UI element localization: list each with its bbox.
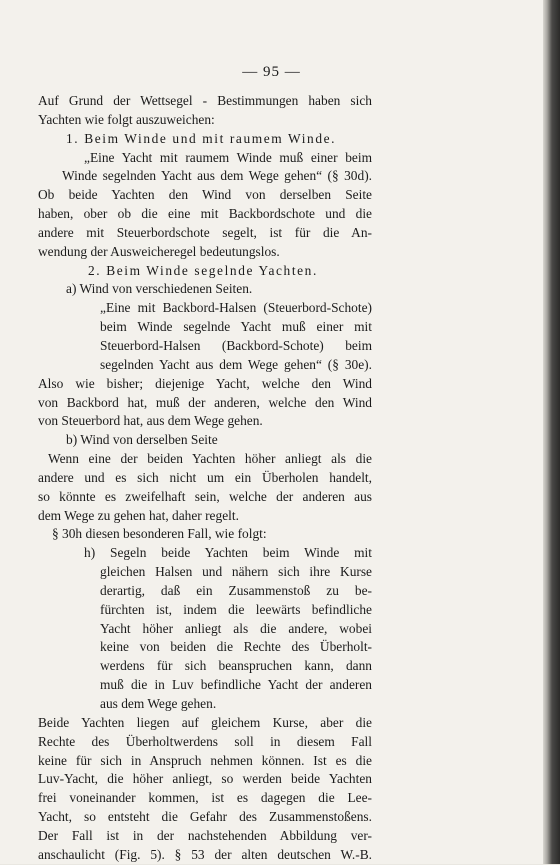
text-line: Beide Yachten liegen auf gleichem Kurse, aber die bbox=[38, 714, 372, 730]
body-text bbox=[38, 92, 372, 865]
text-line: von Steuerbord hat, aus dem Wege gehen. bbox=[38, 413, 263, 429]
rule-line: fürchten ist, indem die leewärts befindliche bbox=[100, 601, 372, 617]
text-line: andere und es sich nicht um ein Überholen handelt, bbox=[38, 469, 372, 485]
text-line: Ob beide Yachten den Wind von derselben Seite bbox=[38, 187, 372, 203]
text-line: keine für sich in Anspruch nehmen können. Ist es die bbox=[38, 752, 372, 768]
quote-line: segelnden Yacht aus dem Wege gehen“ (§ 30e). bbox=[100, 356, 372, 372]
quote-line: „Eine Yacht mit raumem Winde muß einer beim bbox=[84, 149, 372, 165]
text-line: Auf Grund der Wettsegel - Bestimmungen haben sich bbox=[38, 93, 372, 108]
text-line: haben, ober ob die eine mit Backbordschote und die bbox=[38, 206, 372, 222]
text-line: § 30h diesen besonderen Fall, wie folgt: bbox=[52, 526, 267, 542]
quote-line: „Eine mit Backbord-Halsen (Steuerbord-Schote) bbox=[100, 300, 372, 316]
page-number: — 95 — bbox=[242, 64, 301, 80]
rule-line: muß die in Luv befindliche Yacht der anderen bbox=[100, 677, 372, 693]
rule-line: derartig, daß ein Zusammenstoß zu be- bbox=[100, 582, 372, 598]
subsection-heading: a) Wind von verschiedenen Seiten. bbox=[66, 281, 253, 297]
rule-line: keine von beiden die Rechte des Überholt- bbox=[100, 639, 372, 655]
text-line: frei voneinander kommen, ist es dagegen die Lee- bbox=[38, 790, 372, 806]
text-line: von Backbord hat, muß der anderen, welche den Wind bbox=[38, 394, 372, 410]
text-line: Wenn eine der beiden Yachten höher anliegt als die bbox=[48, 451, 372, 467]
text-line: Yacht, so entsteht die Gefahr des Zusammenstoßens. bbox=[38, 809, 372, 825]
text-line: Der Fall ist in der nachstehenden Abbildung ver- bbox=[38, 827, 372, 843]
text-line: so könnte es zweifelhaft sein, welche der anderen aus bbox=[38, 488, 372, 504]
text-line: Yachten wie folgt auszuweichen: bbox=[38, 111, 215, 127]
subsection-heading: b) Wind von derselben Seite bbox=[66, 432, 218, 448]
text-line: wendung der Ausweicheregel bedeutungslos. bbox=[38, 243, 280, 259]
rule-line: aus dem Wege gehen. bbox=[100, 696, 217, 711]
quote-line: Winde segelnden Yacht aus dem Wege gehen“ (§ 30d). bbox=[62, 168, 372, 184]
text-line: Also wie bisher; diejenige Yacht, welche den Wind bbox=[38, 375, 372, 391]
book-spine-shadow bbox=[543, 0, 560, 864]
text-line: anschaulicht (Fig. 5). § 53 der alten deutschen W.-B. bbox=[38, 846, 372, 862]
text-line: Luv-Yacht, die höher anliegt, so werden beide Yachten bbox=[38, 771, 372, 787]
rule-line: Yacht höher anliegt als die andere, wobei bbox=[100, 620, 372, 636]
rule-line: gleichen Halsen und nähern sich ihre Kurse bbox=[100, 564, 372, 580]
rule-line: h) Segeln beide Yachten beim Winde mit bbox=[84, 545, 372, 561]
text-line: andere mit Steuerbordschote segelt, ist für die An- bbox=[38, 224, 372, 240]
quote-line: beim Winde segelnde Yacht muß einer mit bbox=[100, 319, 372, 335]
text-line: dem Wege zu gehen hat, daher regelt. bbox=[38, 507, 239, 523]
text-line: Rechte des Überholtwerdens soll in diesem Fall bbox=[38, 733, 372, 749]
section-heading: 2. Beim Winde segelnde Yachten. bbox=[88, 262, 318, 278]
section-heading: 1. Beim Winde und mit raumem Winde. bbox=[66, 130, 337, 146]
rule-line: werdens für sich beanspruchen kann, dann bbox=[100, 658, 372, 674]
quote-line: Steuerbord-Halsen (Backbord-Schote) beim bbox=[100, 337, 372, 353]
